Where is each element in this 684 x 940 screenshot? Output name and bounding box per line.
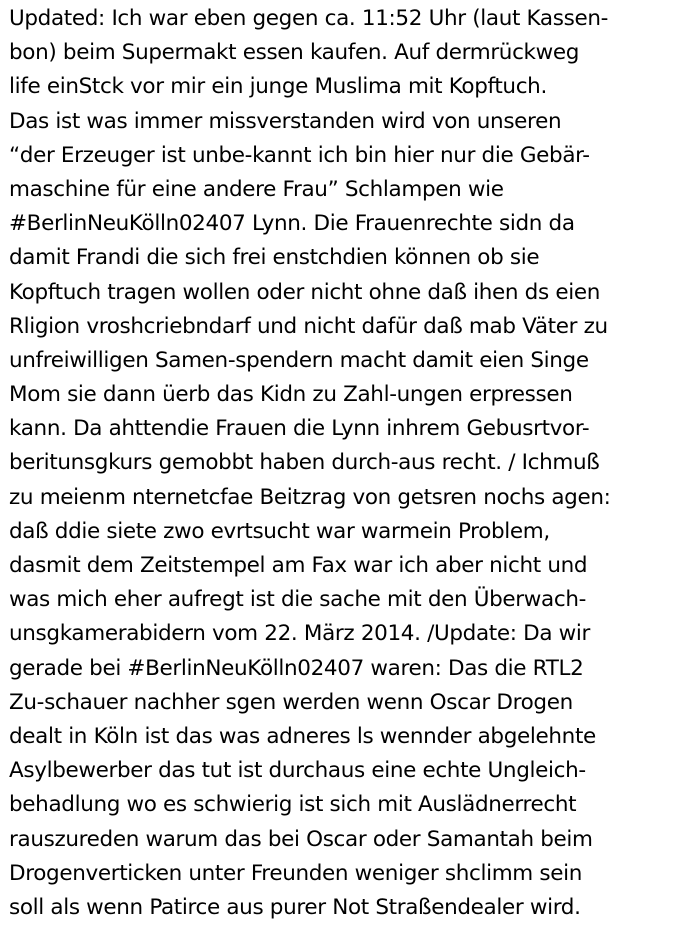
text-line: Updated: Ich war eben gegen ca. 11:52 Uhr (laut Kassen- xyxy=(9,6,609,31)
document-text xyxy=(9,2,681,925)
text-line: unfreiwilligen Samen-spendern macht damit eien Singe xyxy=(9,347,589,373)
text-line: dasmit dem Zeitstempel am Fax war ich aber nicht und xyxy=(9,553,588,578)
text-line: bon) beim Supermakt essen kaufen. Auf dermrückweg xyxy=(9,40,580,66)
text-line: soll als wenn Patirce aus purer Not Straßendealer wird. xyxy=(9,894,581,920)
text-line: Das ist was immer missverstanden wird von unseren xyxy=(9,108,562,134)
text-line: zu meienm nternetcfae Beitzrag von getsren nochs agen: xyxy=(9,484,611,510)
text-line: Asylbewerber das tut ist durchaus eine echte Ungleich- xyxy=(9,758,586,784)
text-line: maschine für eine andere Frau” Schlampen wie xyxy=(9,176,504,202)
text-line: kann. Da ahttendie Frauen die Lynn inhrem Gebusrtvor- xyxy=(9,416,590,442)
text-line: damit Frandi die sich frei enstchdien können ob sie xyxy=(9,245,540,271)
text-line: Zu-schauer nachher sgen werden wenn Oscar Drogen xyxy=(9,689,573,715)
text-line: was mich eher aufregt ist die sache mit den Überwach- xyxy=(9,587,587,613)
text-line: behadlung wo es schwierig ist sich mit Auslädnerrecht xyxy=(9,792,577,818)
text-line: rauszureden warum das bei Oscar oder Samantah beim xyxy=(9,826,593,852)
text-line: unsgkamerabidern vom 22. März 2014. /Update: Da wir xyxy=(9,621,591,647)
text-line: daß ddie siete zwo evrtsucht war warmein Problem, xyxy=(9,518,550,544)
text-line: life einStck vor mir ein junge Muslima mit Kopftuch. xyxy=(9,74,547,100)
text-line: dealt in Köln ist das was adneres ls wennder abgelehnte xyxy=(9,723,596,749)
text-line: #BerlinNeuKölln02407 Lynn. Die Frauenrechte sidn da xyxy=(9,211,575,237)
text-line: beritunsgkurs gemobbt haben durch-aus recht. / Ichmuß xyxy=(9,450,600,476)
text-line: Drogenverticken unter Freunden weniger shclimm sein xyxy=(9,860,582,886)
text-line: Rligion vroshcriebndarf und nicht dafür daß mab Väter zu xyxy=(9,313,608,339)
text-line: Mom sie dann üerb das Kidn zu Zahl-ungen erpressen xyxy=(9,382,573,408)
text-line: “der Erzeuger ist unbe-kannt ich bin hier nur die Gebär- xyxy=(9,142,590,168)
text-line: Kopftuch tragen wollen oder nicht ohne daß ihen ds eien xyxy=(9,279,600,305)
text-line: gerade bei #BerlinNeuKölln02407 waren: Das die RTL2 xyxy=(9,655,584,681)
